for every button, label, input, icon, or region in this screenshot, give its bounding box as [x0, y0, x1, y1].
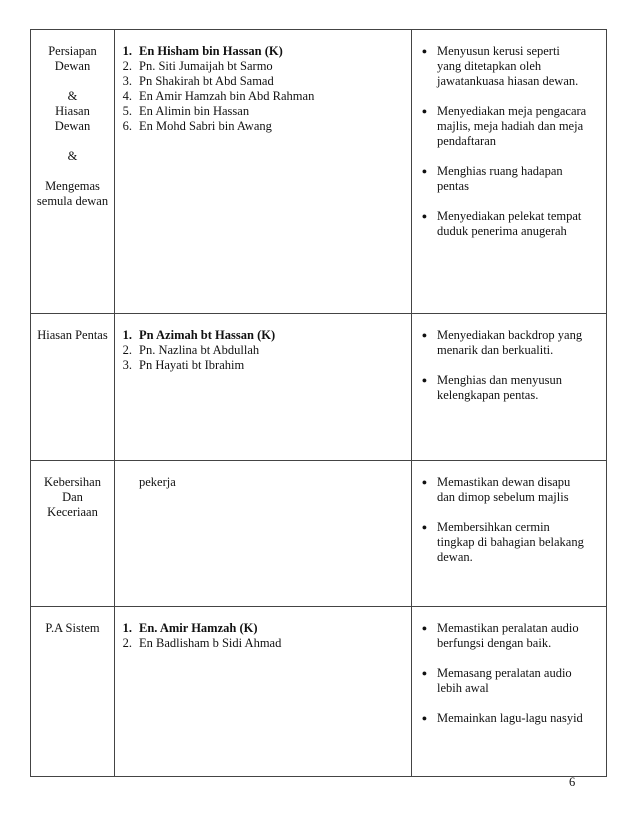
member-name: En. Amir Hamzah (K) [139, 621, 258, 635]
bullet-icon: ● [421, 713, 428, 723]
member-item [115, 358, 411, 373]
member-name: En Badlisham b Sidi Ahmad [139, 636, 282, 650]
area-label: semula dewan [36, 194, 109, 208]
task-text: Membersihkan cermin tingkap di bahagian belakang dewan. [437, 520, 584, 564]
bullet-icon: ● [421, 477, 428, 487]
bullet-icon: ● [421, 668, 428, 678]
task-text: Menyusun kerusi seperti yang ditetapkan oleh jawatankuasa hiasan dewan. [437, 44, 579, 88]
member-item [115, 104, 411, 119]
committee-table [30, 29, 607, 777]
member-item [115, 621, 411, 636]
members-cell [115, 314, 412, 461]
member-number: 2. [122, 59, 132, 73]
task-item [412, 328, 606, 358]
area-cell [31, 607, 115, 777]
task-text: Memastikan dewan disapu dan dimop sebelum majlis [437, 475, 571, 504]
member-number: 1. [122, 328, 132, 342]
member-item [115, 343, 411, 358]
area-label: P.A Sistem [45, 621, 100, 635]
tasks-cell [412, 314, 607, 461]
member-name: En Alimin bin Hassan [139, 104, 250, 118]
task-item [412, 520, 606, 565]
member-name: Pn. Siti Jumaijah bt Sarmo [139, 59, 273, 73]
task-item [412, 164, 606, 194]
member-name: En Hisham bin Hassan (K) [139, 44, 283, 58]
member-item [115, 59, 411, 74]
bullet-icon: ● [421, 522, 428, 532]
spacer [31, 74, 114, 89]
area-label: Keceriaan [47, 505, 98, 519]
table-row [31, 30, 607, 314]
area-cell [31, 30, 115, 314]
table-row [31, 314, 607, 461]
member-name: En Amir Hamzah bin Abd Rahman [139, 89, 315, 103]
area-label: Kebersihan [44, 475, 101, 489]
member-number: 1. [122, 621, 132, 635]
member-number: 2. [122, 343, 132, 357]
bullet-icon: ● [421, 330, 428, 340]
member-item [115, 475, 411, 490]
task-item [412, 44, 606, 89]
area-label: Hiasan [55, 104, 90, 118]
area-label: Dewan [54, 119, 91, 133]
spacer [31, 134, 114, 149]
area-label: Hiasan Pentas [37, 328, 108, 342]
task-text: Menyediakan backdrop yang menarik dan berkualiti. [437, 328, 583, 357]
task-item [412, 104, 606, 149]
member-name: Pn Azimah bt Hassan (K) [139, 328, 276, 342]
area-label: Dewan [54, 59, 91, 73]
spacer [31, 164, 114, 179]
task-item [412, 711, 606, 726]
area-cell [31, 461, 115, 607]
task-text: Memastikan peralatan audio berfungsi dengan baik. [437, 621, 579, 650]
task-item [412, 373, 606, 403]
task-text: Memasang peralatan audio lebih awal [437, 666, 572, 695]
area-cell [31, 314, 115, 461]
task-text: Memainkan lagu-lagu nasyid [437, 711, 583, 725]
page-number: 6 [569, 775, 576, 789]
tasks-cell [412, 461, 607, 607]
member-number: 3. [122, 358, 132, 372]
table-row [31, 607, 607, 777]
member-name: Pn Shakirah bt Abd Samad [139, 74, 274, 88]
member-number: 2. [122, 636, 132, 650]
members-cell [115, 607, 412, 777]
member-number: 3. [122, 74, 132, 88]
area-label: Mengemas [45, 179, 100, 193]
member-number: 1. [122, 44, 132, 58]
bullet-icon: ● [421, 166, 428, 176]
member-name: Pn Hayati bt Ibrahim [139, 358, 245, 372]
member-name: En Mohd Sabri bin Awang [139, 119, 272, 133]
area-label: Persiapan [48, 44, 97, 58]
bullet-icon: ● [421, 375, 428, 385]
bullet-icon: ● [421, 106, 428, 116]
task-item [412, 666, 606, 696]
area-label: & [67, 149, 78, 163]
member-item [115, 44, 411, 59]
member-item [115, 89, 411, 104]
member-item [115, 328, 411, 343]
tasks-cell [412, 607, 607, 777]
task-text: Menghias ruang hadapan pentas [437, 164, 563, 193]
area-label: Dan [62, 490, 83, 504]
task-text: Menyediakan pelekat tempat duduk penerima anugerah [437, 209, 582, 238]
members-cell [115, 30, 412, 314]
member-number: 6. [122, 119, 132, 133]
table-row [31, 461, 607, 607]
task-item [412, 209, 606, 239]
task-text: Menghias dan menyusun kelengkapan pentas. [437, 373, 562, 402]
bullet-icon: ● [421, 623, 428, 633]
member-number: 4. [122, 89, 132, 103]
tasks-cell [412, 30, 607, 314]
member-name: Pn. Nazlina bt Abdullah [139, 343, 260, 357]
member-item [115, 74, 411, 89]
task-item [412, 621, 606, 651]
member-name: pekerja [139, 475, 176, 489]
member-item [115, 119, 411, 134]
task-text: Menyediakan meja pengacara majlis, meja hadiah dan meja pendaftaran [437, 104, 587, 148]
bullet-icon: ● [421, 211, 428, 221]
area-label: & [67, 89, 78, 103]
bullet-icon: ● [421, 46, 428, 56]
task-item [412, 475, 606, 505]
members-cell [115, 461, 412, 607]
member-number: 5. [122, 104, 132, 118]
member-item [115, 636, 411, 651]
